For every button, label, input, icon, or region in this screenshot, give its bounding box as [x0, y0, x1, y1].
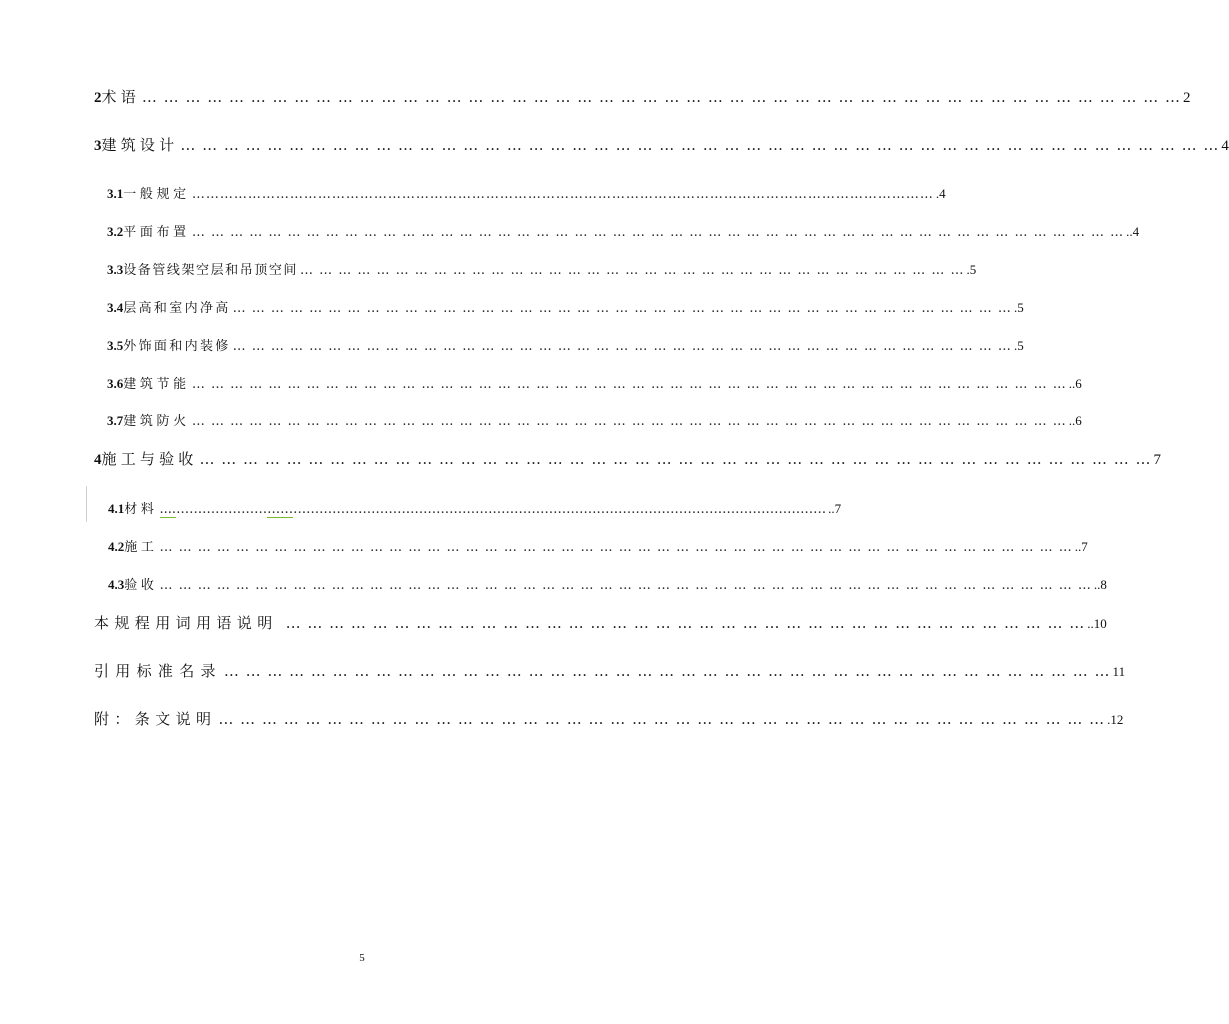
- toc-leader-dots: … … … … … … … … … … … … … … … … … … … … … … … … … … … … … … … … … … … … … … … … … … … … … …: [191, 414, 1067, 429]
- toc-entry-number: 3.6: [107, 376, 124, 391]
- toc-entry-title: 附：条文说明: [94, 710, 217, 728]
- toc-entry-number: 3.2: [107, 224, 124, 239]
- toc-entry-4-3[interactable]: [108, 574, 1107, 593]
- toc-entry-3-6[interactable]: [107, 373, 1082, 392]
- toc-leader-dots: … … … … … … … … … … … … … … … … … … … … … … … … … … … … … … … … … … … … … … … … … … … … … … … …: [141, 88, 1182, 106]
- toc-entry-number: 4.3: [108, 577, 125, 592]
- toc-entry-4-1[interactable]: [108, 498, 842, 517]
- toc-entry-referenced-standards[interactable]: [94, 660, 1126, 681]
- toc-entry-3-3[interactable]: [107, 259, 977, 278]
- toc-entry-title: 设备管线架空层和吊顶空间: [123, 263, 298, 278]
- toc-leader-dots: … … … … … … … … … … … … … … … … … … … … … … … … … … … … … … … … … … … … … … … … … … … … … … … …: [159, 540, 1073, 555]
- toc-entry-title: 施工: [124, 540, 158, 555]
- toc-entry-page: ..7: [828, 501, 842, 516]
- toc-entry-wording-explanation[interactable]: [94, 612, 1107, 633]
- toc-entry-3-4[interactable]: [107, 297, 1024, 316]
- page-number: 5: [359, 952, 365, 964]
- toc-entry-3-1[interactable]: [107, 183, 946, 202]
- toc-entry-page: ..6: [1068, 413, 1082, 428]
- toc-entry-title: 一般规定: [123, 187, 190, 202]
- toc-entry-page: .5: [1013, 338, 1024, 353]
- toc-entry-title: 层高和室内净高: [123, 301, 231, 316]
- toc-entry-number: 3.5: [107, 338, 124, 353]
- toc-entry-3-7[interactable]: [107, 410, 1082, 429]
- toc-leader-dots: … … … … … … … … … … … … … … … … … … … … … … … … … … … … … … … … … … … … … … … … … … … … … … … … …: [159, 578, 1092, 593]
- toc-entry-4-2[interactable]: [108, 536, 1088, 555]
- toc-entry-page: 4: [1221, 138, 1229, 154]
- toc-entry-page: ..10: [1087, 616, 1107, 631]
- toc-entry-number: 3.7: [107, 413, 124, 428]
- toc-entry-3[interactable]: [94, 134, 1229, 155]
- toc-entry-page: ..7: [1074, 539, 1088, 554]
- toc-entry-appendix[interactable]: [94, 708, 1124, 729]
- toc-leader-dots: … … … … … … … … … … … … … … … … … … … … … … … … … … … … … … … … … … … … … … … … …: [232, 339, 1012, 354]
- toc-entry-number: 3.1: [107, 186, 124, 201]
- toc-entry-number: 2: [94, 90, 102, 106]
- toc-entry-title: 引用标准名录: [94, 662, 222, 680]
- toc-entry-page: .4: [935, 186, 946, 201]
- toc-entry-title: 验收: [124, 578, 158, 593]
- toc-leader-dots: … … … … … … … … … … … … … … … … … … … … … … … … … … … … … … … … … … … … … … … … … … … …: [199, 450, 1152, 468]
- toc-entry-3-5[interactable]: [107, 335, 1024, 354]
- margin-marker: [86, 486, 87, 522]
- toc-leader-dots: … … … … … … … … … … … … … … … … … … … … … … … … … … … … … … … … … … … … … … … … … … … … … … … … …: [191, 225, 1125, 240]
- toc-entry-title: 外饰面和内装修: [123, 339, 231, 354]
- toc-entry-page: 2: [1183, 90, 1191, 106]
- toc-leader-dots: … … … … … … … … … … … … … … … … … … … … … … … … … … … … … … … … … … … … … … … … …: [232, 301, 1012, 316]
- toc-entry-title: 材料: [124, 502, 158, 517]
- toc-entry-number: 4: [94, 452, 102, 468]
- toc-entry-page: .5: [1013, 300, 1024, 315]
- toc-leader-dots: ……………………………………………………………………………………………………………………………………………: [191, 187, 934, 202]
- toc-entry-page: .5: [966, 262, 977, 277]
- tracked-change-mark: ……: [267, 502, 294, 517]
- toc-entry-number: 3: [94, 138, 102, 154]
- toc-entry-page: 11: [1112, 664, 1126, 679]
- toc-entry-title: 术语: [101, 88, 140, 106]
- toc-entry-title: 建筑设计: [101, 136, 179, 154]
- tracked-change-mark: ....: [159, 502, 177, 517]
- toc-entry-2[interactable]: [94, 86, 1191, 107]
- toc-leader-dots: … … … … … … … … … … … … … … … … … … … … … … … … … … … … … … … … … … … … … … … … …: [223, 662, 1111, 680]
- toc-entry-3-2[interactable]: [107, 221, 1140, 240]
- toc-entry-page: ..8: [1093, 577, 1107, 592]
- toc-entry-title: 施工与验收: [101, 450, 198, 468]
- toc-entry-title: 平面布置: [123, 225, 190, 240]
- toc-entry-title: 建筑防火: [123, 414, 190, 429]
- toc-entry-number: 3.3: [107, 262, 124, 277]
- toc-entry-title: 建筑节能: [123, 377, 190, 392]
- toc-entry-page: .12: [1107, 712, 1124, 727]
- toc-leader-dots: ....……………………………………………………………………………………………………………………………………: [159, 502, 827, 517]
- toc-entry-4[interactable]: [94, 448, 1162, 469]
- toc-entry-page: ..4: [1126, 224, 1140, 239]
- toc-leader-dots: … … … … … … … … … … … … … … … … … … … … … … … … … … … … … … … … … … …: [299, 263, 965, 278]
- toc-leader-dots: … … … … … … … … … … … … … … … … … … … … … … … … … … … … … … … … … … … … …: [285, 614, 1086, 632]
- toc-leader-dots: … … … … … … … … … … … … … … … … … … … … … … … … … … … … … … … … … … … … … … … … …: [218, 710, 1106, 728]
- toc-leader-dots: … … … … … … … … … … … … … … … … … … … … … … … … … … … … … … … … … … … … … … … … … … … … … …: [191, 377, 1067, 392]
- toc-entry-number: 4.2: [108, 539, 125, 554]
- toc-entry-number: 4.1: [108, 501, 125, 516]
- toc-entry-page: ..6: [1068, 376, 1082, 391]
- toc-entry-number: 3.4: [107, 300, 124, 315]
- toc-entry-page: 7: [1153, 452, 1162, 468]
- toc-entry-title: 本规程用词用语说明: [94, 614, 278, 632]
- toc-leader-dots: … … … … … … … … … … … … … … … … … … … … … … … … … … … … … … … … … … … … … … … … … … … … … … … …: [180, 136, 1220, 154]
